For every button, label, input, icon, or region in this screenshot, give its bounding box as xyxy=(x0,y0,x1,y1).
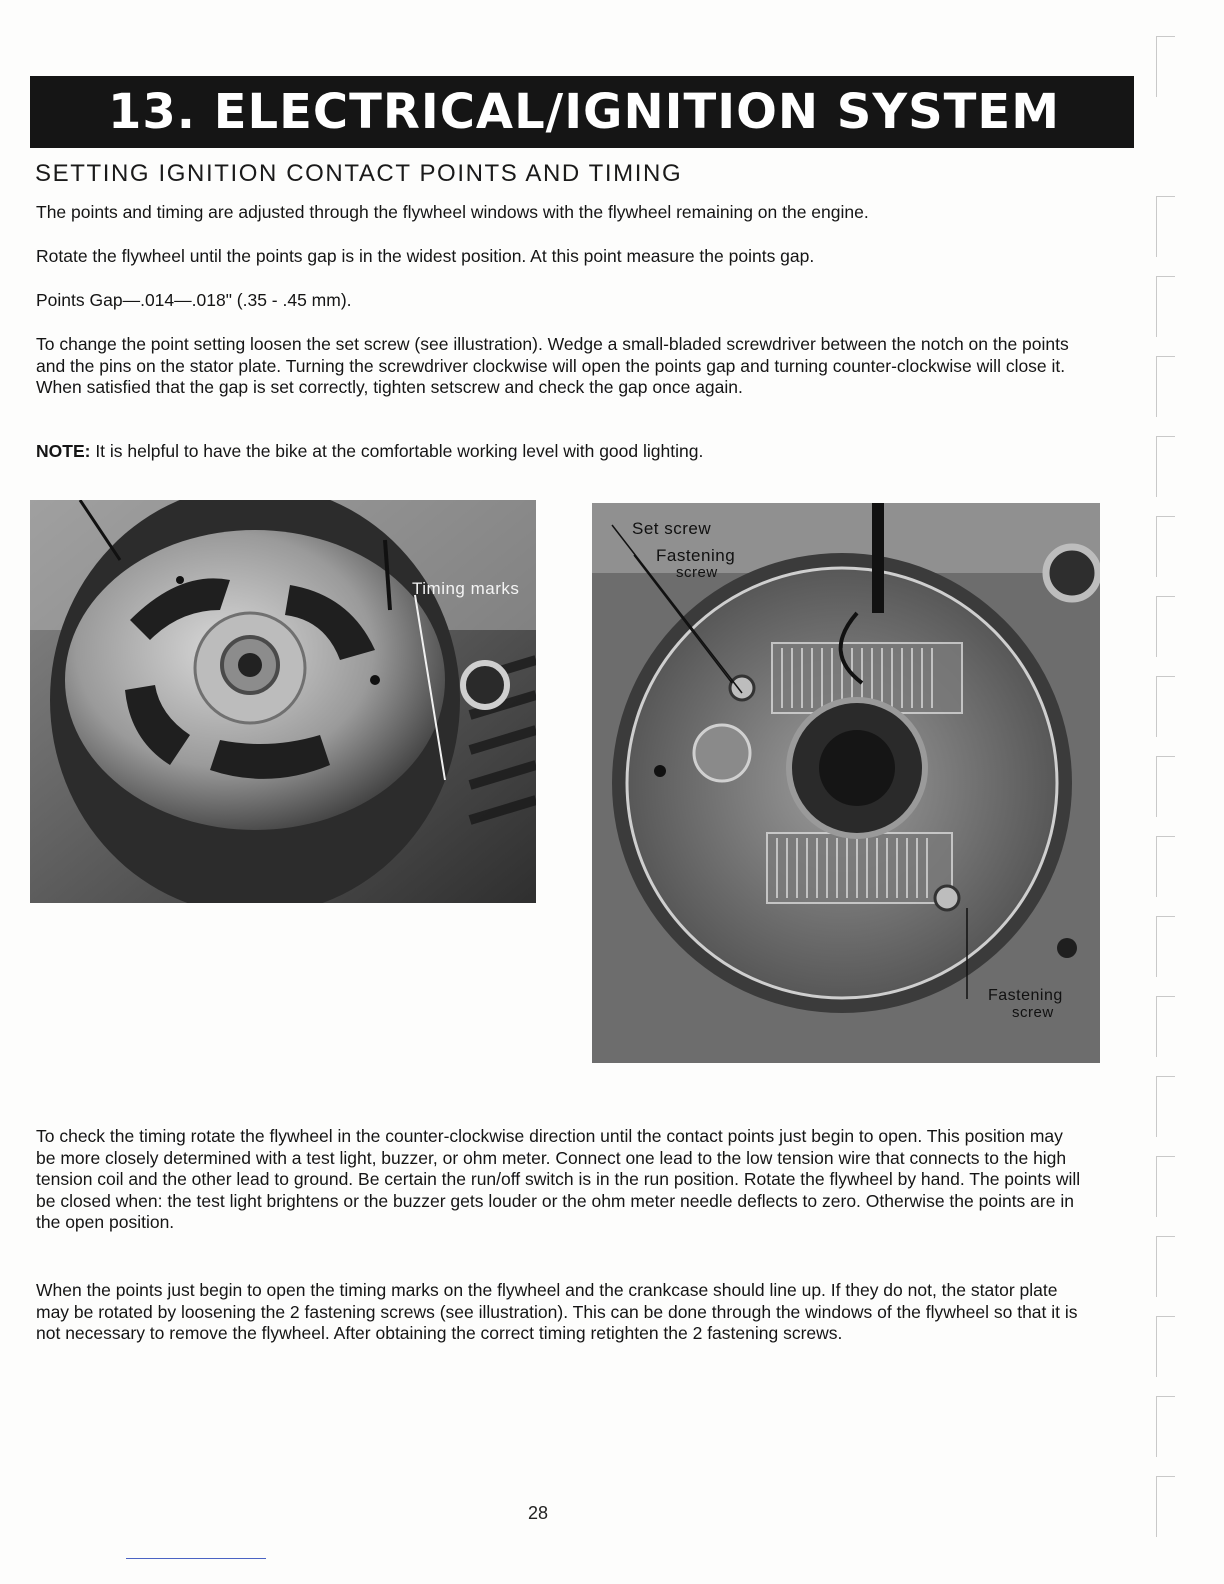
index-tab-mark xyxy=(1156,1236,1175,1297)
index-tab-mark xyxy=(1156,676,1175,737)
section-heading: SETTING IGNITION CONTACT POINTS AND TIMING xyxy=(35,160,683,187)
paragraph-rotate: Rotate the flywheel until the points gap is in the widest position. At this point measure the points gap. xyxy=(36,246,815,266)
index-tab-mark xyxy=(1156,836,1175,897)
index-tab-mark xyxy=(1156,276,1175,337)
note-paragraph xyxy=(36,441,1098,463)
paragraph-timing-marks: When the points just begin to open the timing marks on the flywheel and the crankcase should line up. If they do not, the stator plate may be rotated by loosening the 2 fastening screws (see illustration). This can be done through the windows of the flywheel so that it is not necessary to remove the flywheel. After obtaining the correct timing retighten the 2 fastening screws. xyxy=(36,1280,1078,1343)
index-tab-mark xyxy=(1156,356,1175,417)
paragraph-intro: The points and timing are adjusted through the flywheel windows with the flywheel remaining on the engine. xyxy=(36,202,869,222)
index-tab-mark xyxy=(1156,196,1175,257)
flywheel-photo xyxy=(30,500,536,903)
index-tab-mark xyxy=(1156,516,1175,577)
stator-illustration xyxy=(592,503,1100,1063)
fastening-screw-top-label-line1: Fastening xyxy=(656,546,736,565)
fastening-screw-bottom-label-line1: Fastening xyxy=(988,987,1063,1004)
stator-plate-photo xyxy=(592,503,1100,1063)
index-tab-mark xyxy=(1156,1156,1175,1217)
chapter-title-bar xyxy=(30,76,1134,148)
index-tab-mark xyxy=(1156,1396,1175,1457)
footer-rule xyxy=(126,1558,266,1559)
index-tab-mark xyxy=(1156,1076,1175,1137)
flywheel-illustration xyxy=(30,500,536,903)
note-text: It is helpful to have the bike at the comfortable working level with good lighting. xyxy=(90,441,704,461)
timing-marks-label: Timing marks xyxy=(412,579,520,598)
chapter-title: 13. ELECTRICAL/IGNITION SYSTEM xyxy=(108,84,1060,140)
paragraph-points-gap: Points Gap—.014—.018" (.35 - .45 mm). xyxy=(36,290,352,310)
paragraph-point-setting: To change the point setting loosen the set screw (see illustration). Wedge a small-bladed screwdriver between the notch on the points and the pins on the stator plate. Turning the screwdriver clockwise will open the points gap and turning counter-clockwise will close it. When satisfied that the gap is set correctly, tighten setscrew and check the gap once again. xyxy=(36,334,1069,397)
index-tab-mark xyxy=(1156,596,1175,657)
set-screw-label: Set screw xyxy=(632,519,712,538)
index-tab-mark xyxy=(1156,1476,1175,1537)
note-label: NOTE: xyxy=(36,441,91,461)
fastening-screw-bottom-label-line2: screw xyxy=(1012,1004,1054,1021)
fastening-screw-top-label-line2: screw xyxy=(676,564,718,581)
index-tab-mark xyxy=(1156,756,1175,817)
index-tab-mark xyxy=(1156,36,1175,97)
index-tab-mark xyxy=(1156,1316,1175,1377)
page-number: 28 xyxy=(528,1503,549,1523)
index-tab-mark xyxy=(1156,916,1175,977)
index-tab-mark xyxy=(1156,436,1175,497)
index-tab-mark xyxy=(1156,996,1175,1057)
paragraph-check-timing: To check the timing rotate the flywheel in the counter-clockwise direction until the contact points just begin to open. This position may be more closely determined with a test light, buzzer, or ohm meter. Connect one lead to the low tension wire that connects to the high tension coil and the other lead to ground. Be certain the run/off switch is in the run position. Rotate the flywheel by hand. The points will be closed when: the test light brightens or the buzzer gets louder or the ohm meter needle deflects to zero. Otherwise the points are in the open position. xyxy=(36,1126,1081,1232)
